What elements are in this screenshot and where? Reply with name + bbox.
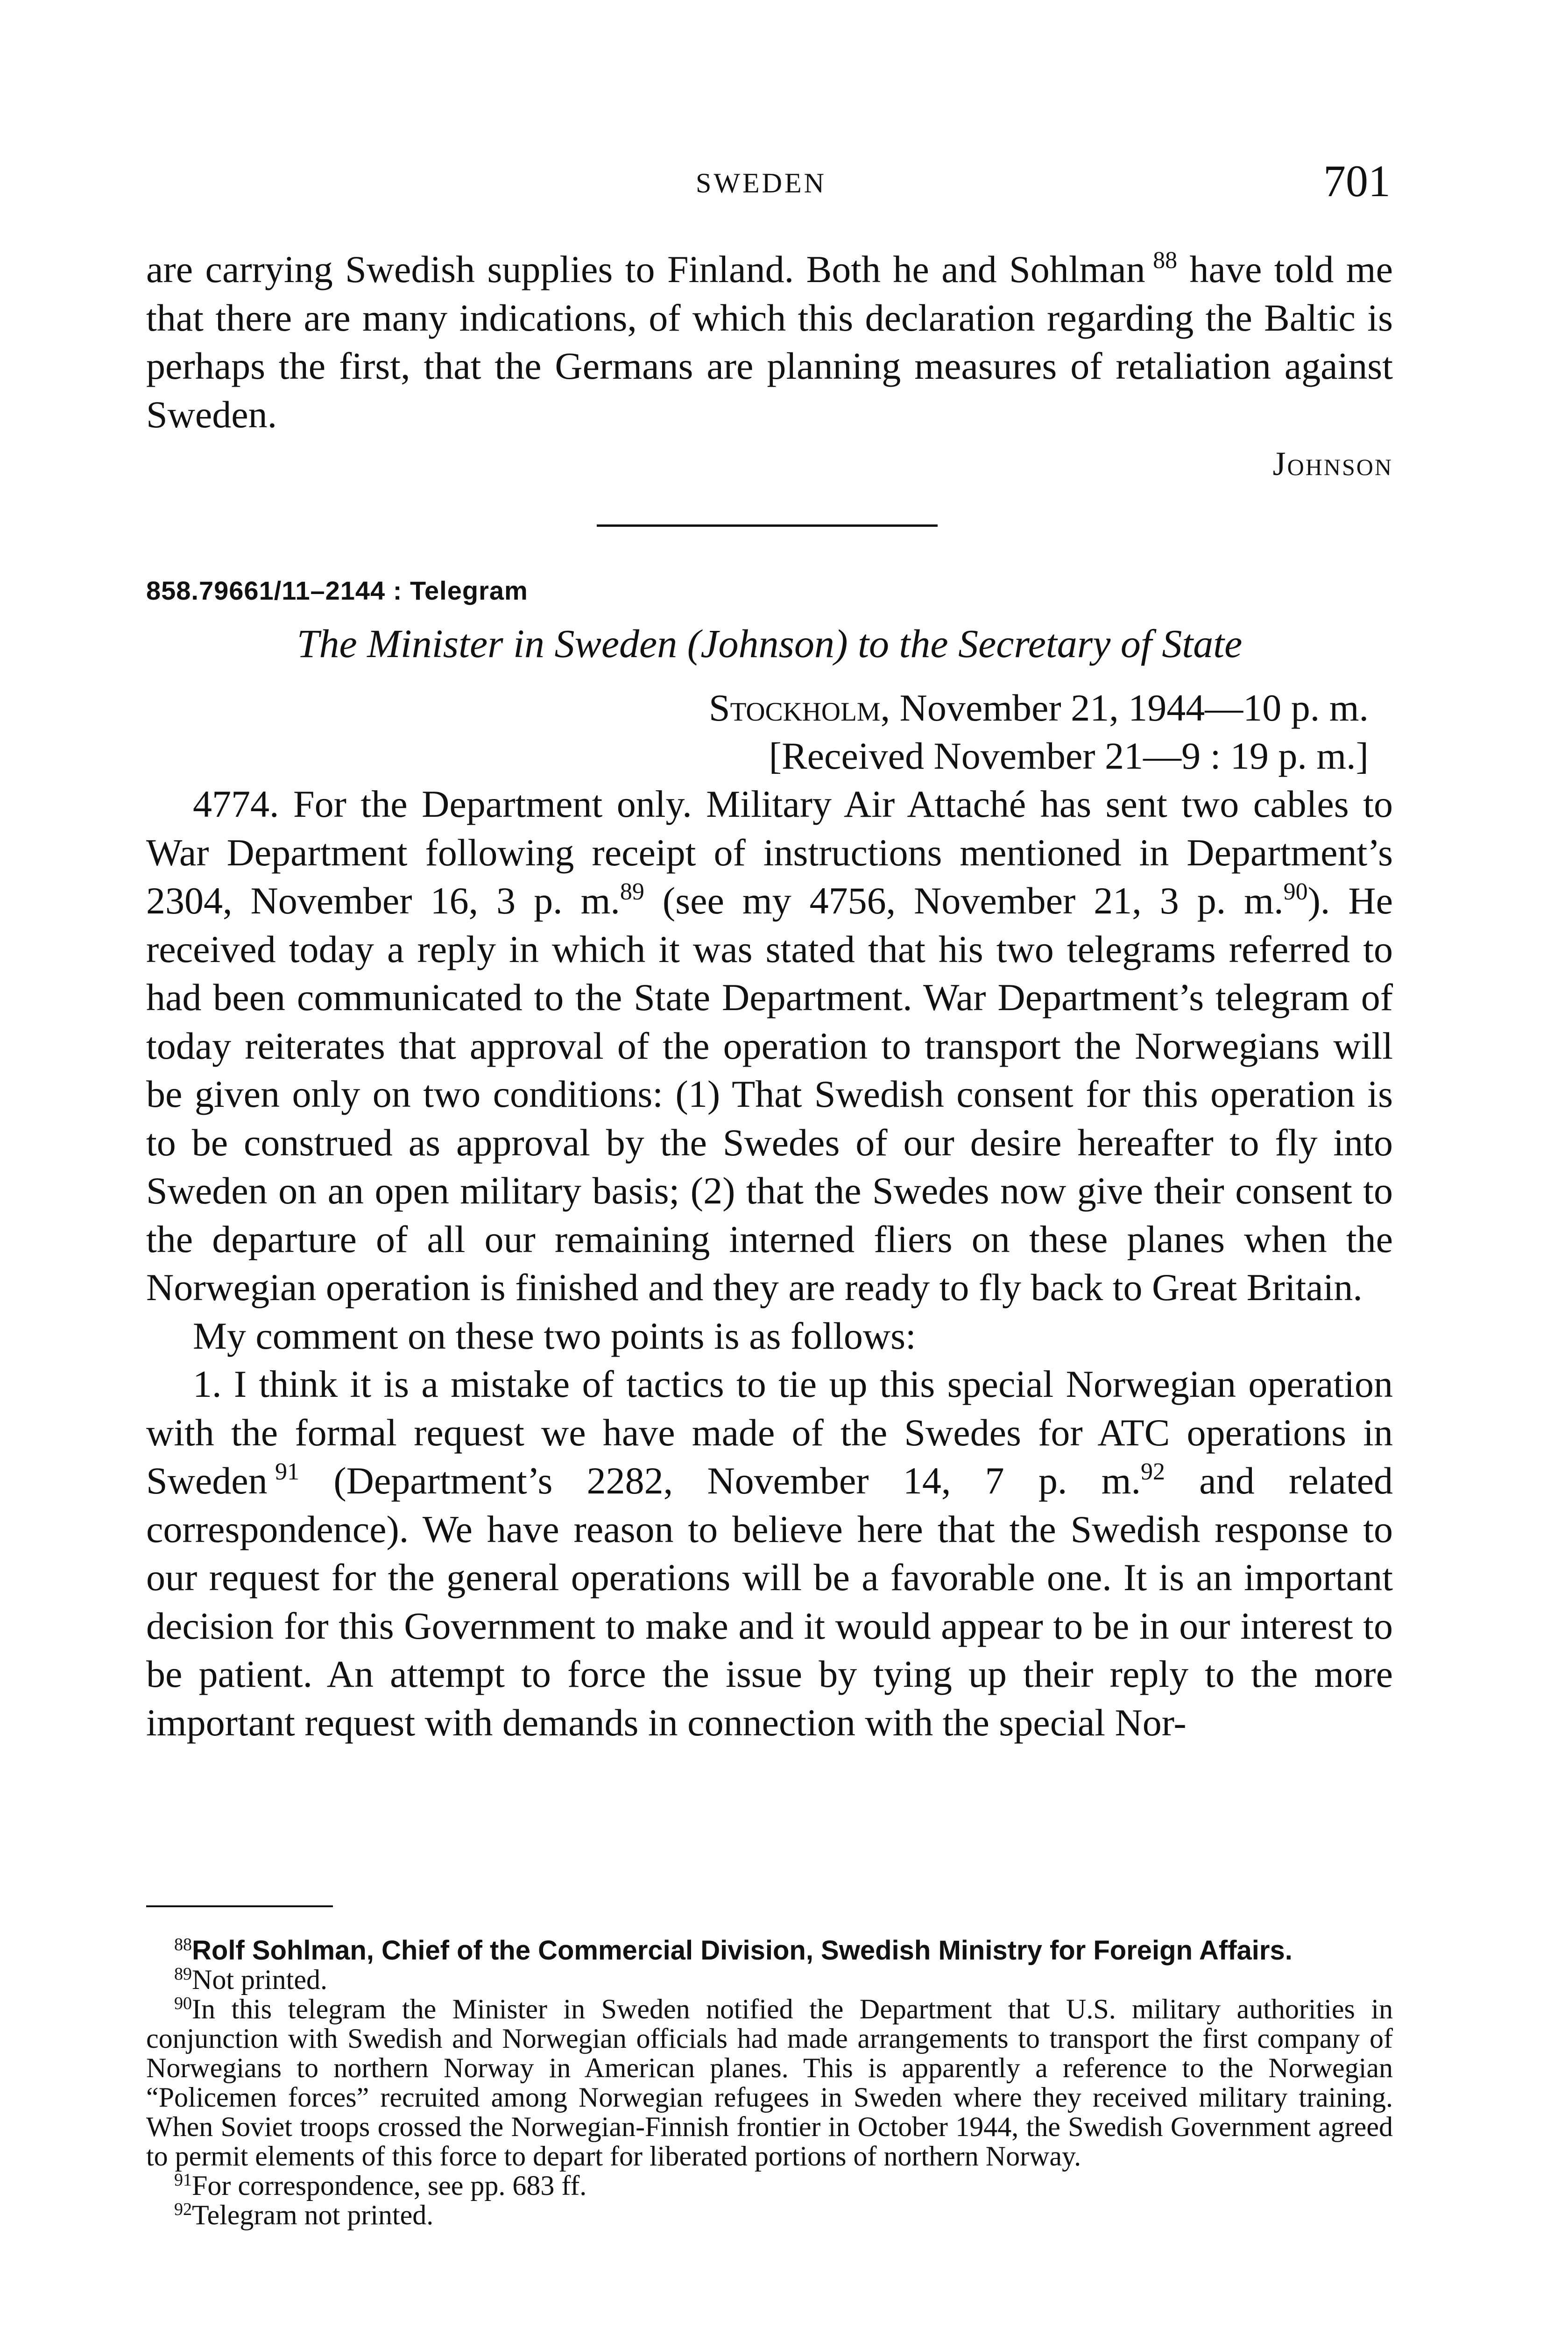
paragraph-3-text-a: 1. I think it is a mistake of tactics to tie up this special Norwegian operation with the formal request we have made of the Swedes for ATC operations in Sweden xyxy=(146,1363,1393,1502)
footnote-text: Telegram not printed. xyxy=(192,2200,434,2230)
footnote-ref-89: 89 xyxy=(620,878,644,905)
footnote-91 xyxy=(146,2171,1393,2201)
footnote-divider xyxy=(146,1905,333,1907)
file-reference: 858.79661/11–2144 : Telegram xyxy=(146,576,528,605)
section-divider xyxy=(597,524,938,527)
dateline-sent-time: , November 21, 1944—10 p. m. xyxy=(880,686,1369,729)
paragraph-1-text-a: 4774. For the Department only. Military Air Attaché has sent two cables to War Department following receipt of instructions mentioned in Department’s 2304, November 16, 3 p. m. xyxy=(146,783,1393,922)
paragraph-1-text-b: (see my 4756, November 21, 3 p. m. xyxy=(644,879,1284,922)
footnote-88 xyxy=(146,1936,1393,1965)
paragraph-3-text-b: (Department’s 2282, November 14, 7 p. m. xyxy=(299,1459,1141,1502)
footnote-number: 90 xyxy=(174,1994,192,2013)
continuation-text-1: are carrying Swedish supplies to Finland. Both he and Sohlman xyxy=(146,248,1145,290)
paragraph-3-text-c: and related correspondence). We have reason to believe here that the Swedish response to our request for the general operations will be a favorable one. It is an important decision for this Government to make and it would appear to be in our interest to be patient. An attempt to force the issue by tying up their reply to the more important request with demands in connection with the special Nor- xyxy=(146,1459,1393,1744)
footnote-number: 88 xyxy=(174,1935,192,1954)
footnote-text: In this telegram the Minister in Sweden notified the Department that U.S. military authorities in conjunction with Swedish and Norwegian officials had made arrangements to transport the first company of Norwegians to northern Norway in American planes. This is apparently a reference to the Norwegian “Policemen forces” recruited among Norwegian refugees in Sweden where they received military training. When Soviet troops crossed the Norwegian-Finnish frontier in October 1944, the Swedish Government agreed to permit elements of this force to depart for liberated portions of northern Norway. xyxy=(146,1994,1393,2172)
page-number: 701 xyxy=(1323,156,1391,206)
paragraph-2: My comment on these two points is as follows: xyxy=(193,1314,916,1357)
footnote-ref-88: 88 xyxy=(1153,247,1178,274)
footnote-number: 92 xyxy=(174,2200,192,2219)
document-title: The Minister in Sweden (Johnson) to the Secretary of State xyxy=(297,621,1243,666)
signature: Johnson xyxy=(1272,445,1393,482)
footnote-number: 91 xyxy=(174,2170,192,2190)
running-head: SWEDEN xyxy=(696,168,826,198)
dateline-place: Stockholm xyxy=(709,686,881,729)
footnote-text: For correspondence, see pp. 683 ff. xyxy=(192,2170,587,2201)
paragraph-1 xyxy=(146,780,1393,1312)
footnote-text: Not printed. xyxy=(192,1964,327,1995)
footnote-text: Rolf Sohlman, Chief of the Commercial Division, Swedish Ministry for Foreign Affairs. xyxy=(192,1935,1293,1966)
dateline-received: [Received November 21—9 : 19 p. m.] xyxy=(769,735,1369,777)
footnote-89 xyxy=(146,1965,1393,1995)
footnote-ref-92: 92 xyxy=(1140,1458,1165,1485)
footnote-90 xyxy=(146,1995,1393,2171)
paragraph-3 xyxy=(146,1360,1393,1747)
dateline-sent xyxy=(146,684,1369,732)
page-body xyxy=(146,245,1393,1747)
footnotes xyxy=(146,1936,1393,2230)
paragraph-1-text-c: ). He received today a reply in which it was stated that his two telegrams referred to had been communicated to the State Department. War Department’s telegram of today reiterates that approval of the operation to transport the Norwegians will be given only on two conditions: (1) That Swedish consent for this operation is to be construed as approval by the Swedes of our desire hereafter to fly into Sweden on an open military basis; (2) that the Swedes now give their consent to the departure of all our remaining interned fliers on these planes when the Norwegian operation is finished and they are ready to fly back to Great Britain. xyxy=(146,879,1393,1309)
footnote-ref-90: 90 xyxy=(1283,878,1308,905)
footnote-ref-91: 91 xyxy=(275,1458,300,1485)
continuation-text-2: have told me that there are many indications, of which this declaration regarding the Baltic is perhaps the first, that the Germans are planning measures of retaliation against Sweden. xyxy=(146,248,1393,436)
continuation-paragraph xyxy=(146,245,1393,439)
footnote-92 xyxy=(146,2201,1393,2230)
footnote-number: 89 xyxy=(174,1964,192,1984)
